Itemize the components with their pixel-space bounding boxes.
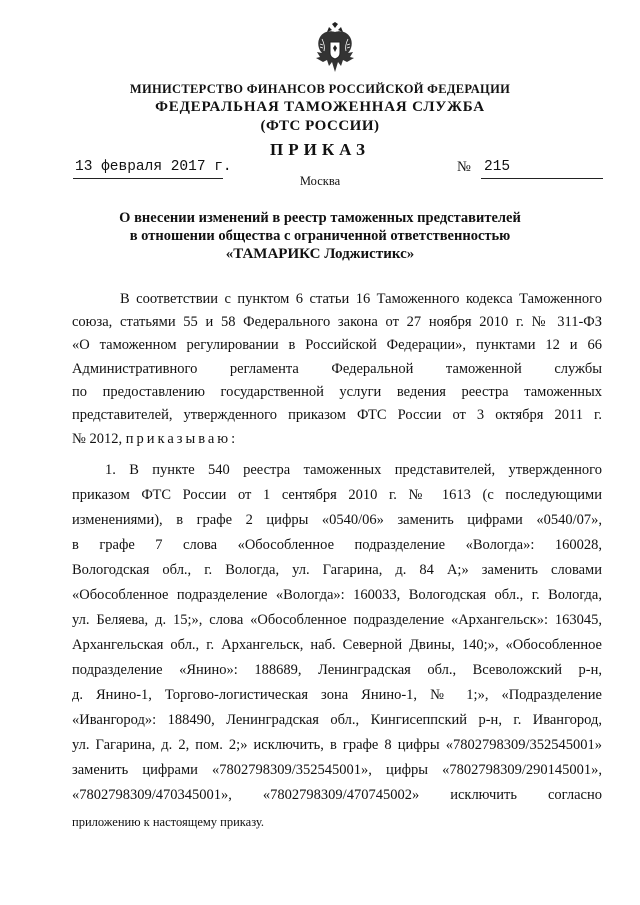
body-line: Архангельская обл., г. Архангельск, наб. Северной Двины, 140;», «Обособленное	[72, 637, 602, 653]
body-line: «Ивангород»: 188490, Ленинградская обл., Кингисеппский р-н, г. Ивангород,	[72, 712, 602, 728]
order-ref-number: № 2012,	[72, 431, 123, 447]
body-line: изменениями), в графе 2 цифры «0540/06» заменить цифрами «0540/07»,	[72, 512, 602, 528]
body-line: 1. В пункте 540 реестра таможенных представителей, утвержденного	[105, 462, 602, 478]
body-line-last: приложению к настоящему приказу.	[72, 815, 265, 829]
body-line: «7802798309/470345001», «7802798309/470745002» исключить согласно	[72, 787, 602, 803]
body-line-last	[72, 430, 602, 448]
body-line: ул. Гагарина, д. 2, пом. 2;» исключить, в графе 8 цифры «7802798309/352545001»	[72, 737, 602, 753]
order-title-line-1: О внесении изменений в реестр таможенных представителей	[119, 210, 521, 226]
order-title-line-2: в отношении общества с ограниченной ответственностью	[129, 228, 511, 244]
order-title-line-3: «ТАМАРИКС Лоджистикс»	[225, 246, 415, 262]
document-type: ПРИКАЗ	[270, 140, 370, 159]
service-abbreviation: (ФТС РОССИИ)	[260, 118, 380, 134]
order-date: 13 февраля 2017 г.	[75, 159, 232, 175]
order-verb: приказываю:	[125, 431, 239, 447]
number-sign: №	[457, 159, 471, 175]
body-line: представителей, утвержденного приказом ФТС России от 3 октября 2011 г.	[72, 407, 602, 423]
body-line: союза, статьями 55 и 58 Федерального закона от 27 ноября 2010 г. № 311-ФЗ	[72, 314, 602, 330]
service-heading: ФЕДЕРАЛЬНАЯ ТАМОЖЕННАЯ СЛУЖБА	[155, 99, 485, 115]
body-line: «Обособленное подразделение «Вологда»: 160033, Вологодская обл., г. Вологда,	[72, 587, 602, 603]
body-line: подразделение «Янино»: 188689, Ленинградская обл., Всеволожский р-н,	[72, 662, 602, 678]
body-line: заменить цифрами «7802798309/352545001», цифры «7802798309/290145001»,	[72, 762, 602, 778]
ministry-heading: МИНИСТЕРСТВО ФИНАНСОВ РОССИЙСКОЙ ФЕДЕРАЦИИ	[129, 82, 511, 96]
issue-city: Москва	[299, 174, 341, 188]
body-line: в графе 7 слова «Обособленное подразделение «Вологда»: 160028,	[72, 537, 602, 553]
coat-of-arms-icon	[313, 22, 357, 74]
body-line: Административного регламента Федеральной таможенной службы	[72, 361, 602, 377]
body-line: д. Янино-1, Торгово-логистическая зона Янино-1, № 1;», «Подразделение	[72, 687, 602, 703]
body-line: ул. Беляева, д. 15;», слова «Обособленное подразделение «Архангельск»: 163045,	[72, 612, 602, 628]
body-line: «О таможенном регулировании в Российской Федерации», пунктами 12 и 66	[72, 337, 602, 353]
body-line: приказом ФТС России от 1 сентября 2010 г. № 1613 (с последующими	[72, 487, 602, 503]
body-line: по предоставлению государственной услуги ведения реестра таможенных	[72, 384, 602, 400]
body-line: Вологодская обл., г. Вологда, ул. Гагарина, д. 84 А;» заменить словами	[72, 562, 602, 578]
body-line: В соответствии с пунктом 6 статьи 16 Таможенного кодекса Таможенного	[120, 291, 602, 307]
order-number: 215	[484, 159, 511, 175]
